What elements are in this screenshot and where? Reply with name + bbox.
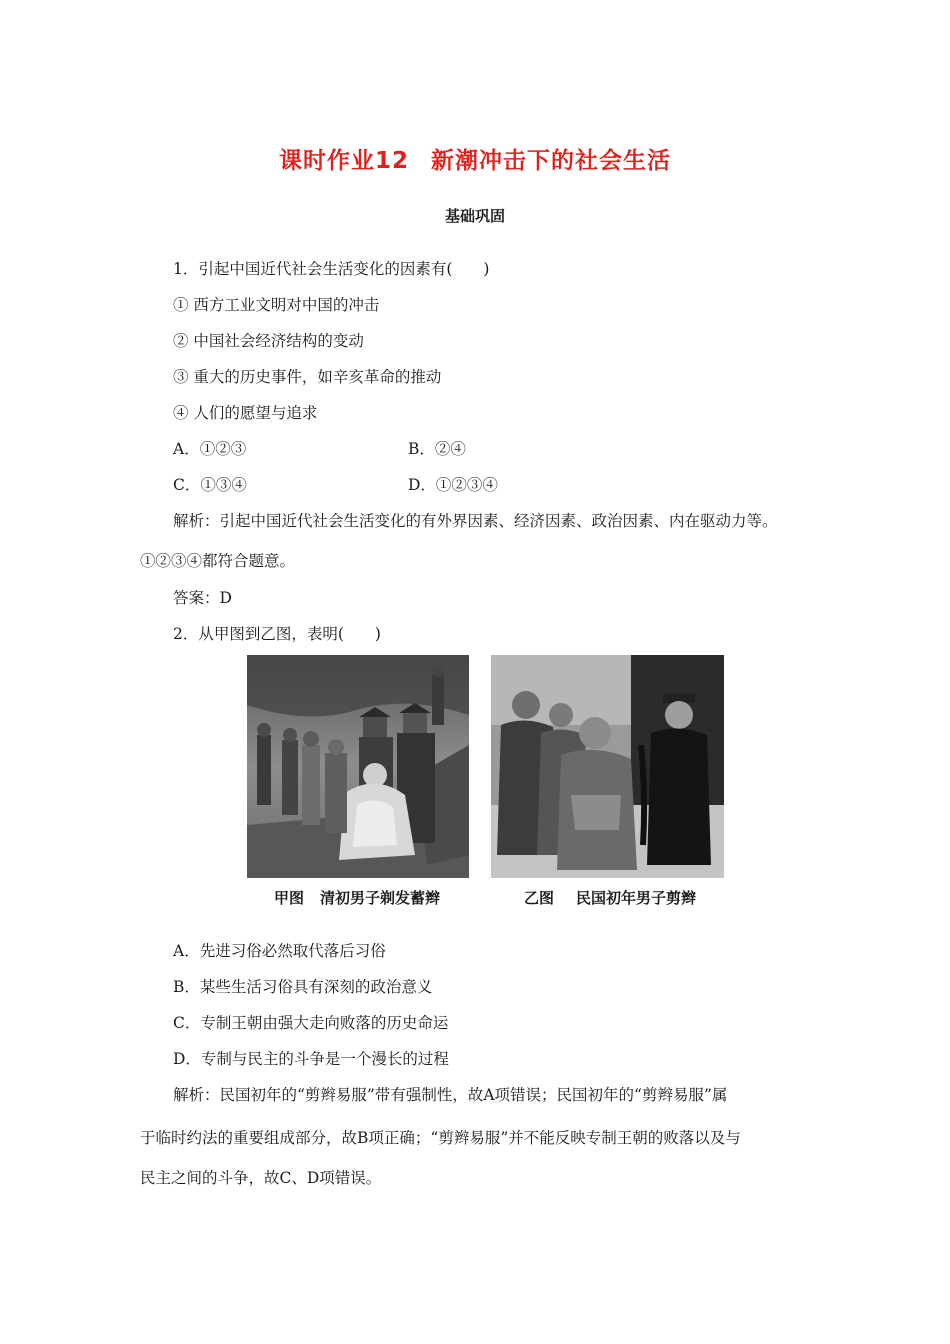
q2-analysis-line-1: 解析：民国初年的“剪辫易服”带有强制性，故A项错误；民国初年的“剪辫易服”属 [173,1086,728,1104]
q1-item-1: ① 西方工业文明对中国的冲击 [173,296,380,314]
q2-analysis-line-3: 民主之间的斗争，故C、D项错误。 [140,1169,382,1187]
caption-yi-label: 乙图 [524,889,555,907]
q1-item-4: ④ 人们的愿望与追求 [173,404,318,422]
caption-jia-label: 甲图 [274,889,305,907]
caption-yi [524,887,696,908]
q2-analysis-line-2: 于临时约法的重要组成部分，故B项正确；“剪辫易服”并不能反映专制王朝的败落以及与 [140,1129,741,1147]
q1-option-b: B．②④ [408,440,466,458]
q1-analysis-line-1: 解析：引起中国近代社会生活变化的有外界因素、经济因素、政治因素、内在驱动力等。 [173,512,778,530]
q1-answer: 答案：D [173,589,232,607]
q2-option-b: B．某些生活习俗具有深刻的政治意义 [173,978,433,996]
q1-stem: 1．引起中国近代社会生活变化的因素有( ) [173,260,490,278]
q1-option-d: D．①②③④ [408,476,498,494]
photo-yi [491,655,724,878]
q2-stem: 2．从甲图到乙图，表明( ) [173,625,381,643]
photo-jia [247,655,469,878]
title-number: 课时作业12 [278,148,409,174]
q1-item-2: ② 中国社会经济结构的变动 [173,332,364,350]
caption-yi-text: 民国初年男子剪辫 [576,889,697,907]
q2-option-a: A．先进习俗必然取代落后习俗 [173,942,386,960]
page-title [0,142,950,175]
q1-option-a: A．①②③ [173,440,247,458]
caption-jia [274,887,440,908]
q2-option-d: D．专制与民主的斗争是一个漫长的过程 [173,1050,449,1068]
q1-option-c: C．①③④ [173,476,247,494]
title-topic: 新潮冲击下的社会生活 [431,148,671,174]
caption-jia-text: 清初男子剃发蓄辫 [320,889,441,907]
section-heading: 基础巩固 [444,207,505,225]
q2-option-c: C．专制王朝由强大走向败落的历史命运 [173,1014,449,1032]
q1-analysis-line-2: ①②③④都符合题意。 [140,552,296,570]
q1-item-3: ③ 重大的历史事件，如辛亥革命的推动 [173,368,442,386]
